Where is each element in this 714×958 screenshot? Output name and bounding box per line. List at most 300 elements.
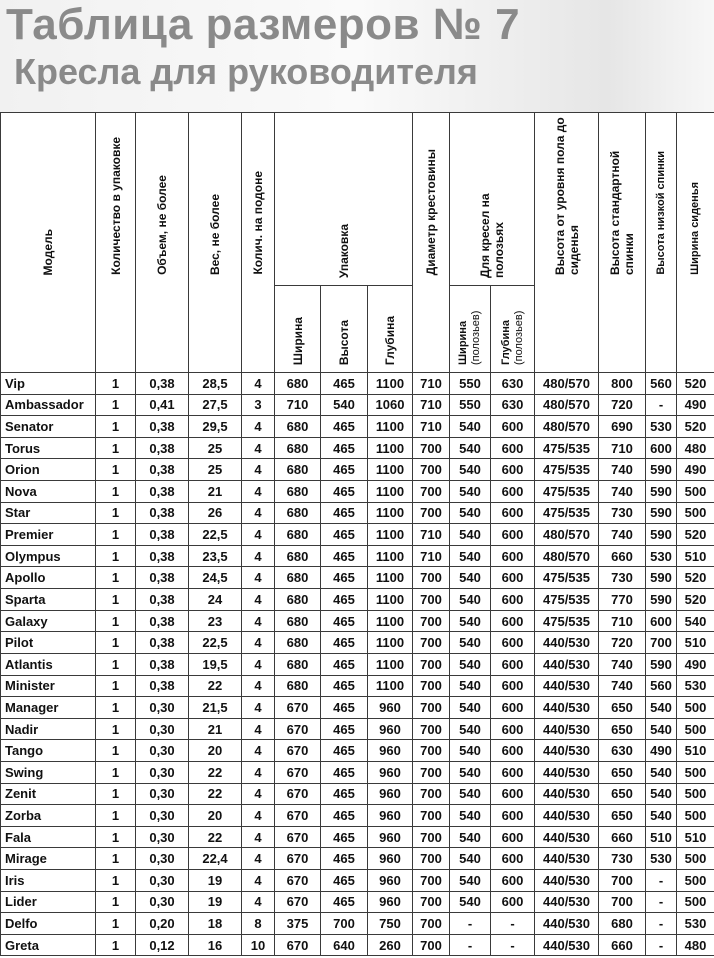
cell-seat-height: 480/570 bbox=[535, 416, 599, 438]
col-header-volume: Объем, не более bbox=[136, 113, 189, 373]
cell-model: Minister bbox=[1, 675, 96, 697]
cell-volume: 0,38 bbox=[136, 653, 189, 675]
cell-seat-height: 440/530 bbox=[535, 870, 599, 892]
cell-volume: 0,12 bbox=[136, 934, 189, 956]
cell-pack-depth: 960 bbox=[368, 783, 413, 805]
cell-pack-height: 465 bbox=[321, 416, 368, 438]
cell-runners-width: 540 bbox=[450, 589, 491, 611]
cell-volume: 0,30 bbox=[136, 891, 189, 913]
cell-cross-diameter: 700 bbox=[413, 848, 450, 870]
cell-pack-depth: 1060 bbox=[368, 394, 413, 416]
cell-qty-pallet: 10 bbox=[242, 934, 275, 956]
cell-cross-diameter: 700 bbox=[413, 610, 450, 632]
cell-pack-depth: 960 bbox=[368, 740, 413, 762]
cell-pack-width: 680 bbox=[275, 524, 321, 546]
cell-seat-height: 440/530 bbox=[535, 783, 599, 805]
cell-low-back: 510 bbox=[646, 826, 677, 848]
cell-low-back: 590 bbox=[646, 459, 677, 481]
cell-low-back: 530 bbox=[646, 416, 677, 438]
cell-low-back: - bbox=[646, 934, 677, 956]
cell-qty-pallet: 4 bbox=[242, 567, 275, 589]
cell-pack-width: 680 bbox=[275, 502, 321, 524]
cell-seat-height: 480/570 bbox=[535, 394, 599, 416]
cell-runners-depth: 600 bbox=[491, 545, 535, 567]
cell-runners-depth: 600 bbox=[491, 610, 535, 632]
cell-pack-depth: 260 bbox=[368, 934, 413, 956]
cell-pack-height: 465 bbox=[321, 783, 368, 805]
cell-pack-height: 465 bbox=[321, 502, 368, 524]
col-header-qty-pallet: Колич. на подоне bbox=[242, 113, 275, 373]
cell-seat-height: 440/530 bbox=[535, 826, 599, 848]
cell-weight: 28,5 bbox=[189, 373, 242, 395]
cell-low-back: 560 bbox=[646, 675, 677, 697]
cell-seat-height: 475/535 bbox=[535, 459, 599, 481]
cell-qty-pallet: 8 bbox=[242, 913, 275, 935]
page-subtitle: Кресла для руководителя bbox=[14, 51, 478, 92]
cell-seat-height: 440/530 bbox=[535, 653, 599, 675]
cell-runners-depth: 600 bbox=[491, 437, 535, 459]
cell-std-back: 650 bbox=[599, 761, 646, 783]
cell-seat-height: 440/530 bbox=[535, 891, 599, 913]
cell-std-back: 690 bbox=[599, 416, 646, 438]
cell-low-back: 590 bbox=[646, 524, 677, 546]
cell-seat-height: 440/530 bbox=[535, 805, 599, 827]
cell-volume: 0,38 bbox=[136, 502, 189, 524]
cell-seat-width: 500 bbox=[677, 697, 714, 719]
table-row bbox=[1, 394, 714, 416]
cell-runners-width: 540 bbox=[450, 502, 491, 524]
cell-pack-depth: 1100 bbox=[368, 502, 413, 524]
cell-model: Galaxy bbox=[1, 610, 96, 632]
cell-seat-width: 490 bbox=[677, 653, 714, 675]
cell-seat-width: 500 bbox=[677, 783, 714, 805]
cell-seat-width: 500 bbox=[677, 761, 714, 783]
cell-runners-depth: 600 bbox=[491, 567, 535, 589]
cell-qty-pack: 1 bbox=[96, 524, 136, 546]
cell-model: Tango bbox=[1, 740, 96, 762]
table-row bbox=[1, 416, 714, 438]
cell-std-back: 770 bbox=[599, 589, 646, 611]
cell-seat-height: 440/530 bbox=[535, 697, 599, 719]
cell-runners-depth: 600 bbox=[491, 416, 535, 438]
table-row bbox=[1, 653, 714, 675]
cell-runners-depth: 600 bbox=[491, 761, 535, 783]
cell-model: Ambassador bbox=[1, 394, 96, 416]
cell-seat-height: 440/530 bbox=[535, 934, 599, 956]
cell-qty-pallet: 4 bbox=[242, 589, 275, 611]
cell-qty-pallet: 4 bbox=[242, 610, 275, 632]
cell-pack-width: 680 bbox=[275, 437, 321, 459]
cell-model: Greta bbox=[1, 934, 96, 956]
cell-low-back: 590 bbox=[646, 502, 677, 524]
cell-seat-width: 530 bbox=[677, 675, 714, 697]
cell-runners-width: 540 bbox=[450, 459, 491, 481]
cell-pack-depth: 1100 bbox=[368, 373, 413, 395]
cell-model: Olympus bbox=[1, 545, 96, 567]
cell-pack-width: 670 bbox=[275, 826, 321, 848]
cell-qty-pack: 1 bbox=[96, 632, 136, 654]
cell-runners-depth: 600 bbox=[491, 783, 535, 805]
cell-seat-width: 540 bbox=[677, 610, 714, 632]
cell-qty-pallet: 4 bbox=[242, 437, 275, 459]
cell-pack-depth: 1100 bbox=[368, 567, 413, 589]
cell-cross-diameter: 710 bbox=[413, 524, 450, 546]
cell-runners-depth: 600 bbox=[491, 848, 535, 870]
cell-volume: 0,30 bbox=[136, 870, 189, 892]
cell-qty-pack: 1 bbox=[96, 870, 136, 892]
cell-qty-pallet: 4 bbox=[242, 697, 275, 719]
cell-seat-height: 440/530 bbox=[535, 632, 599, 654]
cell-seat-width: 510 bbox=[677, 740, 714, 762]
cell-pack-width: 680 bbox=[275, 675, 321, 697]
cell-pack-height: 465 bbox=[321, 437, 368, 459]
table-row bbox=[1, 697, 714, 719]
cell-qty-pallet: 4 bbox=[242, 373, 275, 395]
cell-volume: 0,30 bbox=[136, 718, 189, 740]
cell-pack-width: 680 bbox=[275, 610, 321, 632]
table-row bbox=[1, 632, 714, 654]
cell-volume: 0,38 bbox=[136, 373, 189, 395]
cell-pack-height: 640 bbox=[321, 934, 368, 956]
cell-std-back: 710 bbox=[599, 437, 646, 459]
cell-cross-diameter: 700 bbox=[413, 697, 450, 719]
cell-low-back: 590 bbox=[646, 481, 677, 503]
cell-pack-depth: 1100 bbox=[368, 632, 413, 654]
cell-weight: 18 bbox=[189, 913, 242, 935]
cell-weight: 22 bbox=[189, 783, 242, 805]
cell-model: Zenit bbox=[1, 783, 96, 805]
cell-pack-width: 680 bbox=[275, 373, 321, 395]
cell-seat-height: 480/570 bbox=[535, 373, 599, 395]
cell-pack-width: 670 bbox=[275, 891, 321, 913]
cell-std-back: 660 bbox=[599, 934, 646, 956]
cell-std-back: 740 bbox=[599, 675, 646, 697]
cell-volume: 0,30 bbox=[136, 826, 189, 848]
cell-runners-width: 550 bbox=[450, 373, 491, 395]
cell-pack-depth: 960 bbox=[368, 697, 413, 719]
cell-qty-pallet: 4 bbox=[242, 891, 275, 913]
cell-low-back: 490 bbox=[646, 740, 677, 762]
cell-model: Nadir bbox=[1, 718, 96, 740]
cell-seat-width: 500 bbox=[677, 481, 714, 503]
cell-qty-pack: 1 bbox=[96, 545, 136, 567]
cell-pack-depth: 1100 bbox=[368, 545, 413, 567]
cell-runners-width: 540 bbox=[450, 524, 491, 546]
cell-volume: 0,30 bbox=[136, 848, 189, 870]
cell-runners-depth: 600 bbox=[491, 502, 535, 524]
cell-runners-depth: 600 bbox=[491, 826, 535, 848]
cell-pack-height: 465 bbox=[321, 697, 368, 719]
cell-weight: 21 bbox=[189, 718, 242, 740]
cell-volume: 0,20 bbox=[136, 913, 189, 935]
cell-pack-height: 465 bbox=[321, 761, 368, 783]
cell-model: Vip bbox=[1, 373, 96, 395]
cell-seat-height: 475/535 bbox=[535, 610, 599, 632]
cell-std-back: 740 bbox=[599, 653, 646, 675]
cell-weight: 24,5 bbox=[189, 567, 242, 589]
cell-qty-pallet: 4 bbox=[242, 481, 275, 503]
cell-cross-diameter: 700 bbox=[413, 589, 450, 611]
cell-low-back: 540 bbox=[646, 718, 677, 740]
cell-seat-height: 480/570 bbox=[535, 545, 599, 567]
cell-cross-diameter: 700 bbox=[413, 870, 450, 892]
cell-seat-width: 520 bbox=[677, 416, 714, 438]
cell-volume: 0,38 bbox=[136, 524, 189, 546]
cell-seat-width: 500 bbox=[677, 848, 714, 870]
cell-pack-depth: 1100 bbox=[368, 481, 413, 503]
table-row bbox=[1, 718, 714, 740]
cell-qty-pallet: 4 bbox=[242, 675, 275, 697]
cell-pack-height: 540 bbox=[321, 394, 368, 416]
cell-low-back: 540 bbox=[646, 697, 677, 719]
cell-pack-width: 680 bbox=[275, 459, 321, 481]
cell-runners-depth: 600 bbox=[491, 870, 535, 892]
cell-seat-width: 520 bbox=[677, 567, 714, 589]
cell-pack-depth: 1100 bbox=[368, 524, 413, 546]
cell-seat-width: 500 bbox=[677, 891, 714, 913]
cell-qty-pack: 1 bbox=[96, 718, 136, 740]
cell-volume: 0,38 bbox=[136, 675, 189, 697]
cell-pack-width: 670 bbox=[275, 934, 321, 956]
cell-qty-pack: 1 bbox=[96, 697, 136, 719]
cell-seat-width: 520 bbox=[677, 589, 714, 611]
cell-runners-depth: 600 bbox=[491, 653, 535, 675]
cell-volume: 0,30 bbox=[136, 761, 189, 783]
cell-qty-pack: 1 bbox=[96, 589, 136, 611]
cell-model: Torus bbox=[1, 437, 96, 459]
cell-seat-width: 490 bbox=[677, 459, 714, 481]
cell-std-back: 730 bbox=[599, 567, 646, 589]
table-row bbox=[1, 761, 714, 783]
cell-pack-width: 680 bbox=[275, 416, 321, 438]
col-header-std-back: Высота стандартной спинки bbox=[599, 113, 646, 373]
cell-runners-depth: 600 bbox=[491, 459, 535, 481]
cell-pack-width: 670 bbox=[275, 870, 321, 892]
table-row bbox=[1, 891, 714, 913]
table-row bbox=[1, 502, 714, 524]
cell-runners-width: 540 bbox=[450, 870, 491, 892]
cell-pack-width: 670 bbox=[275, 761, 321, 783]
col-header-model: Модель bbox=[1, 113, 96, 373]
col-header-pack-depth: Глубина bbox=[368, 286, 413, 373]
cell-seat-height: 475/535 bbox=[535, 481, 599, 503]
cell-cross-diameter: 700 bbox=[413, 459, 450, 481]
cell-model: Swing bbox=[1, 761, 96, 783]
cell-model: Star bbox=[1, 502, 96, 524]
cell-qty-pallet: 4 bbox=[242, 416, 275, 438]
cell-qty-pack: 1 bbox=[96, 805, 136, 827]
cell-runners-width: - bbox=[450, 934, 491, 956]
cell-weight: 24 bbox=[189, 589, 242, 611]
cell-qty-pack: 1 bbox=[96, 740, 136, 762]
cell-pack-depth: 960 bbox=[368, 848, 413, 870]
cell-runners-width: 540 bbox=[450, 437, 491, 459]
col-header-runners: Для кресел на полозьях bbox=[450, 113, 535, 286]
cell-pack-width: 670 bbox=[275, 697, 321, 719]
cell-volume: 0,38 bbox=[136, 437, 189, 459]
cell-cross-diameter: 700 bbox=[413, 437, 450, 459]
cell-pack-height: 465 bbox=[321, 740, 368, 762]
cell-qty-pallet: 4 bbox=[242, 805, 275, 827]
table-row bbox=[1, 913, 714, 935]
col-header-cross-diameter: Диаметр крестовины bbox=[413, 113, 450, 373]
cell-cross-diameter: 700 bbox=[413, 826, 450, 848]
cell-pack-width: 680 bbox=[275, 653, 321, 675]
cell-runners-width: 540 bbox=[450, 718, 491, 740]
cell-pack-depth: 1100 bbox=[368, 610, 413, 632]
cell-runners-depth: 600 bbox=[491, 740, 535, 762]
cell-seat-width: 500 bbox=[677, 870, 714, 892]
cell-volume: 0,41 bbox=[136, 394, 189, 416]
cell-pack-width: 680 bbox=[275, 589, 321, 611]
cell-qty-pack: 1 bbox=[96, 610, 136, 632]
cell-pack-depth: 960 bbox=[368, 826, 413, 848]
cell-std-back: 650 bbox=[599, 718, 646, 740]
cell-qty-pallet: 4 bbox=[242, 502, 275, 524]
size-table bbox=[0, 112, 714, 956]
cell-pack-depth: 960 bbox=[368, 718, 413, 740]
cell-model: Pilot bbox=[1, 632, 96, 654]
cell-volume: 0,38 bbox=[136, 545, 189, 567]
cell-low-back: 530 bbox=[646, 545, 677, 567]
cell-pack-depth: 1100 bbox=[368, 437, 413, 459]
cell-model: Mirage bbox=[1, 848, 96, 870]
cell-std-back: 680 bbox=[599, 913, 646, 935]
cell-weight: 19 bbox=[189, 870, 242, 892]
page-title: Таблица размеров № 7 bbox=[6, 0, 521, 49]
cell-pack-width: 680 bbox=[275, 481, 321, 503]
cell-low-back: 590 bbox=[646, 653, 677, 675]
col-header-pack-width: Ширина bbox=[275, 286, 321, 373]
cell-runners-width: 550 bbox=[450, 394, 491, 416]
cell-qty-pallet: 4 bbox=[242, 632, 275, 654]
cell-weight: 20 bbox=[189, 740, 242, 762]
cell-pack-depth: 1100 bbox=[368, 653, 413, 675]
col-header-weight: Вес, не более bbox=[189, 113, 242, 373]
cell-pack-width: 670 bbox=[275, 740, 321, 762]
cell-seat-height: 440/530 bbox=[535, 761, 599, 783]
cell-weight: 26 bbox=[189, 502, 242, 524]
cell-model: Atlantis bbox=[1, 653, 96, 675]
cell-runners-depth: 600 bbox=[491, 481, 535, 503]
cell-std-back: 720 bbox=[599, 394, 646, 416]
cell-volume: 0,38 bbox=[136, 459, 189, 481]
table-row bbox=[1, 934, 714, 956]
cell-weight: 27,5 bbox=[189, 394, 242, 416]
cell-cross-diameter: 700 bbox=[413, 891, 450, 913]
cell-weight: 22 bbox=[189, 761, 242, 783]
col-header-seat-height: Высота от уровня пола до сиденья bbox=[535, 113, 599, 373]
cell-seat-width: 510 bbox=[677, 632, 714, 654]
table-row bbox=[1, 826, 714, 848]
col-header-runners-width: Ширина (полозьев) bbox=[450, 286, 491, 373]
cell-model: Manager bbox=[1, 697, 96, 719]
cell-cross-diameter: 700 bbox=[413, 740, 450, 762]
cell-volume: 0,38 bbox=[136, 481, 189, 503]
col-header-seat-width: Ширина сиденья bbox=[677, 113, 714, 373]
cell-std-back: 700 bbox=[599, 891, 646, 913]
col-header-runners-depth: Глубина (полозьев) bbox=[491, 286, 535, 373]
cell-runners-depth: 600 bbox=[491, 524, 535, 546]
cell-low-back: 530 bbox=[646, 848, 677, 870]
cell-qty-pallet: 4 bbox=[242, 826, 275, 848]
cell-std-back: 660 bbox=[599, 826, 646, 848]
cell-std-back: 730 bbox=[599, 848, 646, 870]
cell-runners-width: 540 bbox=[450, 545, 491, 567]
cell-low-back: 560 bbox=[646, 373, 677, 395]
cell-runners-depth: 600 bbox=[491, 589, 535, 611]
table-row bbox=[1, 675, 714, 697]
cell-seat-height: 475/535 bbox=[535, 437, 599, 459]
col-header-low-back: Высота низкой спинки bbox=[646, 113, 677, 373]
cell-low-back: 540 bbox=[646, 761, 677, 783]
cell-pack-depth: 960 bbox=[368, 870, 413, 892]
cell-qty-pallet: 4 bbox=[242, 740, 275, 762]
cell-cross-diameter: 700 bbox=[413, 481, 450, 503]
cell-runners-width: 540 bbox=[450, 805, 491, 827]
cell-seat-height: 475/535 bbox=[535, 589, 599, 611]
cell-pack-width: 670 bbox=[275, 848, 321, 870]
cell-pack-depth: 1100 bbox=[368, 459, 413, 481]
table-row bbox=[1, 805, 714, 827]
cell-seat-height: 440/530 bbox=[535, 740, 599, 762]
cell-runners-depth: 630 bbox=[491, 394, 535, 416]
cell-runners-depth: 600 bbox=[491, 675, 535, 697]
cell-weight: 16 bbox=[189, 934, 242, 956]
cell-seat-width: 480 bbox=[677, 437, 714, 459]
cell-low-back: 540 bbox=[646, 805, 677, 827]
cell-std-back: 650 bbox=[599, 805, 646, 827]
cell-model: Premier bbox=[1, 524, 96, 546]
cell-qty-pallet: 4 bbox=[242, 653, 275, 675]
cell-runners-width: 540 bbox=[450, 761, 491, 783]
col-header-pack: Упаковка bbox=[275, 113, 413, 286]
cell-pack-height: 465 bbox=[321, 718, 368, 740]
cell-cross-diameter: 710 bbox=[413, 394, 450, 416]
cell-std-back: 800 bbox=[599, 373, 646, 395]
cell-cross-diameter: 710 bbox=[413, 545, 450, 567]
cell-pack-depth: 960 bbox=[368, 891, 413, 913]
cell-std-back: 700 bbox=[599, 870, 646, 892]
cell-runners-width: 540 bbox=[450, 481, 491, 503]
cell-runners-depth: 630 bbox=[491, 373, 535, 395]
cell-low-back: 600 bbox=[646, 610, 677, 632]
cell-runners-width: - bbox=[450, 913, 491, 935]
cell-pack-height: 465 bbox=[321, 610, 368, 632]
cell-model: Senator bbox=[1, 416, 96, 438]
table-body bbox=[1, 373, 714, 956]
cell-qty-pack: 1 bbox=[96, 481, 136, 503]
cell-runners-width: 540 bbox=[450, 826, 491, 848]
cell-pack-height: 465 bbox=[321, 481, 368, 503]
cell-qty-pallet: 4 bbox=[242, 761, 275, 783]
cell-qty-pack: 1 bbox=[96, 913, 136, 935]
cell-runners-depth: - bbox=[491, 934, 535, 956]
cell-runners-width: 540 bbox=[450, 697, 491, 719]
cell-seat-width: 530 bbox=[677, 913, 714, 935]
cell-volume: 0,38 bbox=[136, 589, 189, 611]
cell-seat-height: 475/535 bbox=[535, 567, 599, 589]
cell-qty-pack: 1 bbox=[96, 934, 136, 956]
cell-runners-depth: 600 bbox=[491, 697, 535, 719]
cell-pack-height: 465 bbox=[321, 545, 368, 567]
cell-weight: 23,5 bbox=[189, 545, 242, 567]
cell-qty-pack: 1 bbox=[96, 891, 136, 913]
cell-cross-diameter: 700 bbox=[413, 805, 450, 827]
cell-model: Zorba bbox=[1, 805, 96, 827]
cell-std-back: 740 bbox=[599, 459, 646, 481]
table-row bbox=[1, 567, 714, 589]
